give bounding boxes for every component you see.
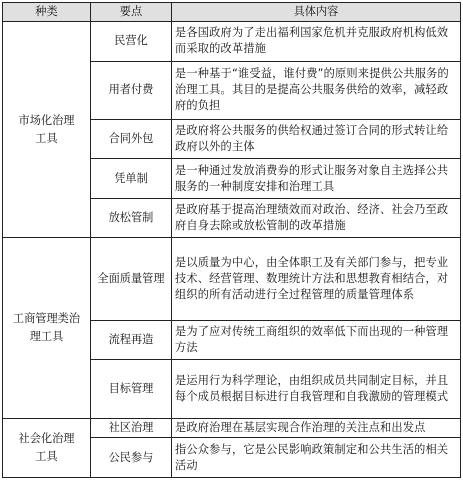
header-category: 种类 bbox=[3, 3, 91, 22]
content-cell: 是政府将公共服务的供给权通过签订合同的形式转让给政府以外的主体 bbox=[172, 119, 461, 159]
content-cell: 是一种通过发放消费券的形式让服务对象自主选择公共服务的一种制度安排和治理工具 bbox=[172, 159, 461, 199]
content-cell: 是为了应对传统工商组织的效率低下而出现的一种管理方法 bbox=[172, 320, 461, 360]
table-row bbox=[3, 22, 461, 62]
point-cell: 用者付费 bbox=[91, 61, 172, 119]
point-cell: 目标管理 bbox=[91, 360, 172, 418]
point-cell: 全面质量管理 bbox=[91, 238, 172, 320]
category-cell-social: 社会化治理工具 bbox=[3, 418, 91, 477]
table-row bbox=[3, 238, 461, 320]
header-content: 具体内容 bbox=[172, 3, 461, 22]
category-cell-market: 市场化治理工具 bbox=[3, 22, 91, 238]
point-cell: 流程再造 bbox=[91, 320, 172, 360]
point-cell: 合同外包 bbox=[91, 119, 172, 159]
point-cell: 社区治理 bbox=[91, 418, 172, 438]
content-cell: 是运用行为科学理论，由组织成员共同制定目标，并且每个成员根据目标进行自我管理和自我激励的管理模式 bbox=[172, 360, 461, 418]
point-cell: 放松管制 bbox=[91, 198, 172, 238]
table-header-row bbox=[3, 3, 461, 22]
content-cell: 是以质量为中心，由全体职工及有关部门参与，把专业技术、经营管理、数理统计方法和思想教育相结合，对组织的所有活动进行全过程管理的质量管理体系 bbox=[172, 238, 461, 320]
governance-tools-table bbox=[2, 2, 461, 478]
point-cell: 公民参与 bbox=[91, 438, 172, 478]
content-cell: 是各国政府为了走出福利国家危机并克服政府机构低效而采取的改革措施 bbox=[172, 22, 461, 62]
content-cell: 是政府基于提高治理绩效而对政治、经济、社会乃至政府自身去除或放松管制的改革措施 bbox=[172, 198, 461, 238]
point-cell: 民营化 bbox=[91, 22, 172, 62]
point-cell: 凭单制 bbox=[91, 159, 172, 199]
content-cell: 是政府治理在基层实现合作治理的关注点和出发点 bbox=[172, 418, 461, 438]
header-point: 要点 bbox=[91, 3, 172, 22]
category-cell-business: 工商管理类治理工具 bbox=[3, 238, 91, 418]
table-row bbox=[3, 418, 461, 438]
content-cell: 是一种基于“谁受益，谁付费”的原则来提供公共服务的治理工具。其目的是提高公共服务供给的效率，减轻政府的负担 bbox=[172, 61, 461, 119]
content-cell: 指公众参与，它是公民影响政策制定和公共生活的相关活动 bbox=[172, 438, 461, 478]
